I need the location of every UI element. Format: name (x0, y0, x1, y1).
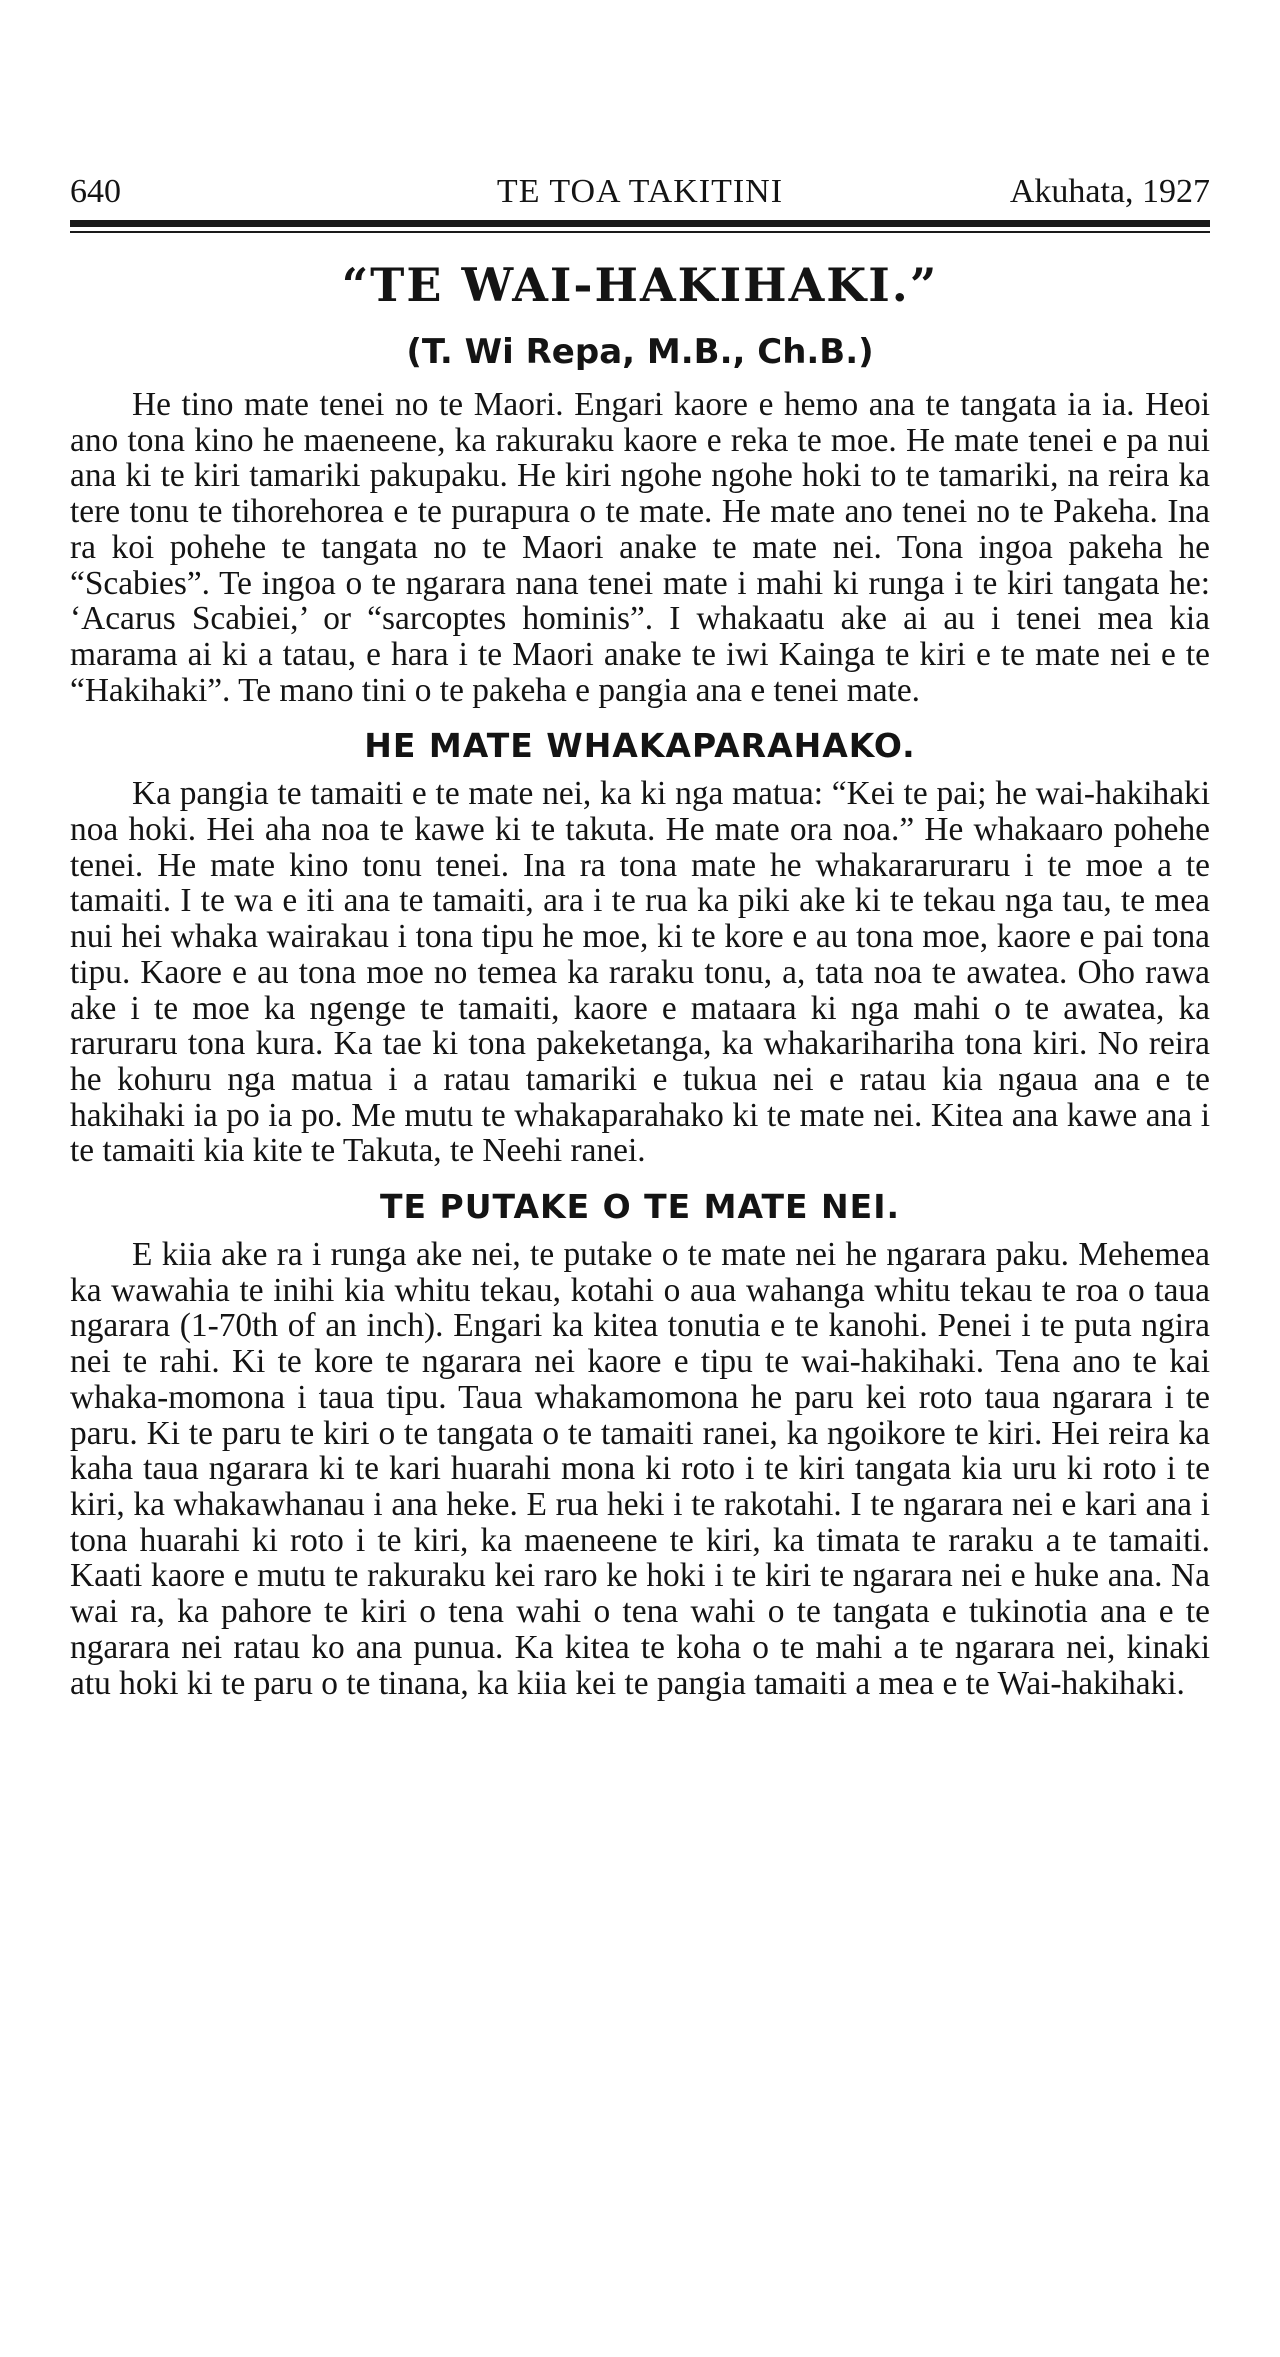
intro-paragraph: He tino mate tenei no te Maori. Engari kaore e hemo ana te tangata ia ia. Heoi ano tona kino he maeneene, ka rakuraku kaore e reka te moe. He mate tenei e pa nui ana ki te kiri tamariki pakupaku. He kiri ngohe ngohe hoki to te tamariki, na reira ka tere tonu te tihorehorea e te purapura o te mate. He mate ano tenei no te Pakeha. Ina ra koi pohehe te tangata no te Maori anake te mate nei. Tona ingoa pakeha he “Scabies”. Te ingoa o te ngarara nana tenei mate i mahi ki runga i te kiri tangata he: ‘Acarus Scabiei,’ or “sarcoptes hominis”. I whakaatu ake ai au i tenei mea kia marama ai ki a tatau, e hara i te Maori anake te iwi Kainga te kiri e te mate nei e te “Hakihaki”. Te mano tini o te pakeha e pangia ana e tenei mate. (70, 386, 1210, 709)
section-paragraph-putake: E kiia ake ra i runga ake nei, te putake o te mate nei he ngarara paku. Mehemea ka wawahia te inihi kia whitu tekau, kotahi o aua wahanga whitu tekau te roa o taua ngarara (1-70th of an inch). Engari ka kitea tonutia e te kanohi. Penei i te puta ngira nei te rahi. Ki te kore te ngarara nei kaore e tipu te wai-hakihaki. Tena ano te kai whaka-momona i taua tipu. Taua whakamomona he paru kei roto taua ngarara i te paru. Ki te paru te kiri o te tangata o te tamaiti ranei, ka ngoikore te kiri. Hei reira ka kaha taua ngarara ki te kari huarahi mona ki roto i te kiri tangata kia uru ki roto i te kiri, ka whakawhanau i ana heke. E rua heki i te rakotahi. I te ngarara nei e kari ana i tona huarahi ki roto i te kiri, ka maeneene te kiri, ka timata te raraku a te tamaiti. Kaati kaore e mutu te rakuraku kei raro ke hoki i te kiri te ngarara nei e huke ana. Na wai ra, ka pahore te kiri o tena wahi o tena wahi o te tangata e tukinotia ana e te ngarara nei ratau ko ana punua. Ka kitea te koha o te mahi a te ngarara nei, kinaki atu hoki ki te paru o te tinana, ka kiia kei te pangia tamaiti a mea e te Wai-hakihaki. (70, 1236, 1210, 1702)
section-heading-putake: TE PUTAKE O TE MATE NEI. (379, 1187, 901, 1227)
header-rule-thin (70, 231, 1210, 233)
section-heading-whakaparahako: HE MATE WHAKAPARAHAKO. (364, 726, 916, 766)
newspaper-page (70, 168, 1210, 1701)
running-head (70, 168, 1210, 216)
journal-title: TE TOA TAKITINI (496, 173, 784, 210)
issue-date: Akuhata, 1927 (1009, 173, 1210, 210)
header-rule-thick (70, 220, 1210, 227)
page-number: 640 (70, 173, 121, 210)
article-byline: (T. Wi Repa, M.B., Ch.B.) (406, 332, 874, 372)
article-title: “TE WAI-HAKIHAKI.” (341, 258, 939, 312)
section-paragraph-whakaparahako: Ka pangia te tamaiti e te mate nei, ka ki nga matua: “Kei te pai; he wai-hakihaki noa hoki. Hei aha noa te kawe ki te takuta. He mate ora noa.” He whakaaro pohehe tenei. He mate kino tonu tenei. Ina ra tona mate he whakararuraru i te moe a te tamaiti. I te wa e iti ana te tamaiti, ara i te rua ka piki ake ki te tekau nga tau, te mea nui hei whaka wairakau i tona tipu he moe, ki te kore e au tona moe, kaore e pai tona tipu. Kaore e au tona moe no temea ka raraku tonu, a, tata noa te awatea. Oho rawa ake i te moe ka ngenge te tamaiti, kaore e mataara ki nga mahi o te awatea, ka raruraru tona kura. Ka tae ki tona pakeketanga, ka whakarihariha tona kiri. No reira he kohuru nga matua i a ratau tamariki e tukua nei e ratau kia ngaua ana e te hakihaki ia po ia po. Me mutu te whakaparahako ki te mate nei. Kitea ana kawe ana i te tamaiti kia kite te Takuta, te Neehi ranei. (70, 775, 1210, 1170)
